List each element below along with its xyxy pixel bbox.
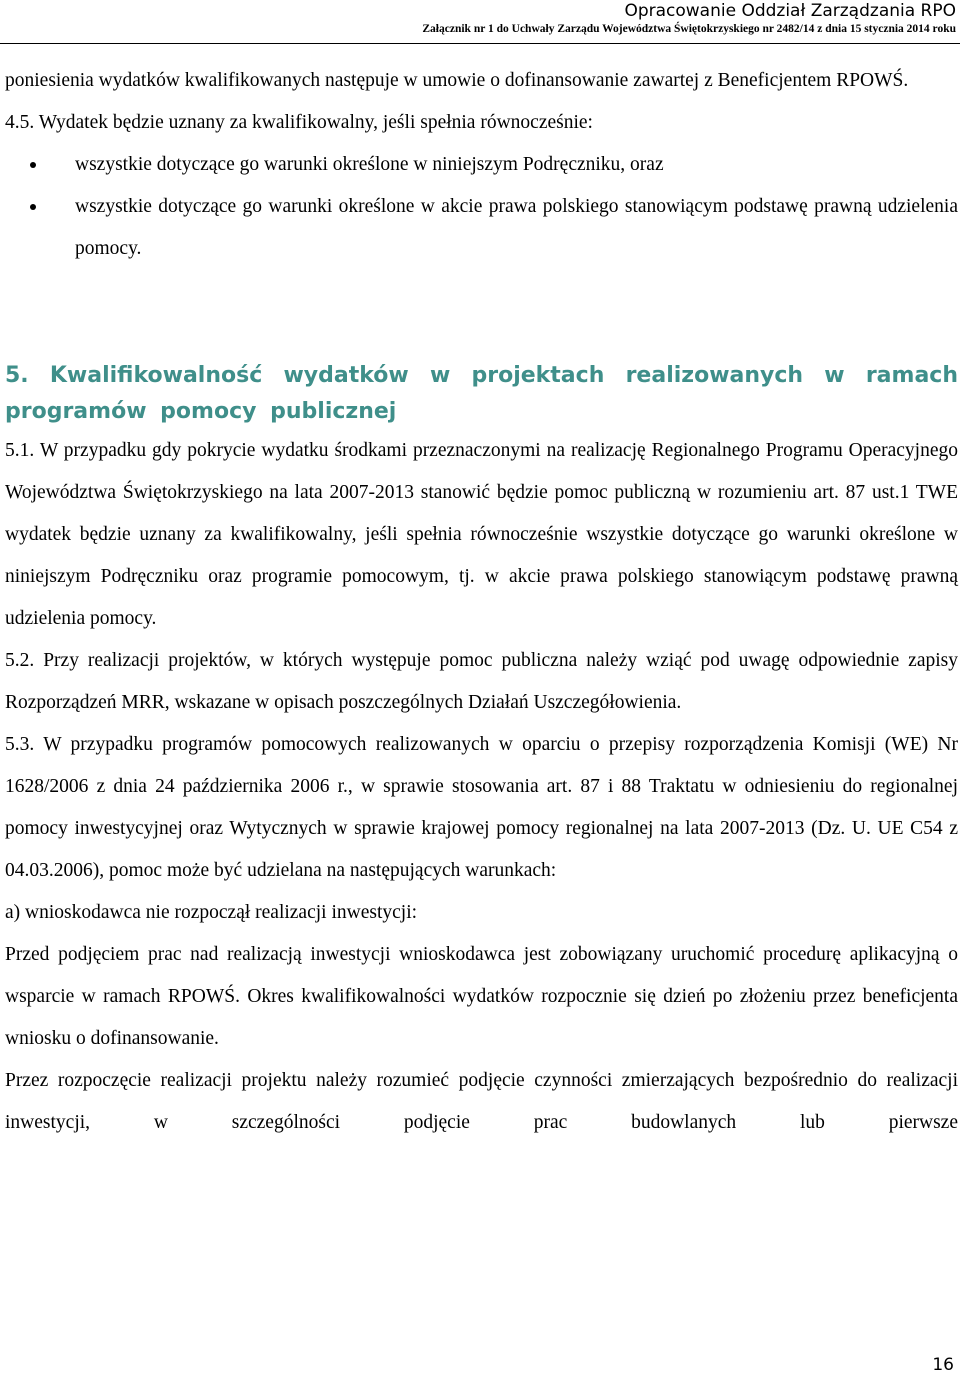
list-item-text: wszystkie dotyczące go warunki określone w niniejszym Podręczniku, oraz: [75, 154, 664, 175]
paragraph-before: Przed podjęciem prac nad realizacją inwestycji wnioskodawca jest zobowiązany uruchomić procedurę aplikacyjną o wsparcie w ramach RPOWŚ. Okres kwalifikowalności wydatków rozpocznie się dzień po złożeniu przez beneficjenta wniosku o dofinansowanie.: [5, 944, 958, 1049]
list-item-text: wszystkie dotyczące go warunki określone w akcie prawa polskiego stanowiącym podstawę prawną udzielenia pomocy.: [75, 196, 958, 259]
section-heading: 5. Kwalifikowalność wydatków w projektach realizowanych w ramach programów pomocy publicznej: [5, 363, 958, 424]
page-header: [422, 0, 956, 36]
list-item: [5, 186, 958, 270]
bullet-icon: [30, 204, 36, 210]
document-body: [5, 60, 958, 1144]
paragraph-5-2: 5.2. Przy realizacji projektów, w których występuje pomoc publiczna należy wziąć pod uwagę odpowiednie zapisy Rozporządzeń MRR, wskazane w opisach poszczególnych Działań Uszczegółowienia.: [5, 650, 958, 713]
header-title: Opracowanie Oddział Zarządzania RPO: [624, 1, 956, 21]
header-subtitle: Załącznik nr 1 do Uchwały Zarządu Województwa Świętokrzyskiego nr 2482/14 z dnia 15 stycznia 2014 roku: [422, 23, 956, 35]
bullet-icon: [30, 162, 36, 168]
paragraph-intro: poniesienia wydatków kwalifikowanych następuje w umowie o dofinansowanie zawartej z Beneficjentem RPOWŚ.: [5, 70, 909, 91]
paragraph-5-1: 5.1. W przypadku gdy pokrycie wydatku środkami przeznaczonymi na realizację Regionalnego Programu Operacyjnego Województwa Świętokrzyskiego na lata 2007-2013 stanowić będzie pomoc publiczną w rozumieniu art. 87 ust.1 TWE wydatek będzie uznany za kwalifikowalny, jeśli spełnia równocześnie wszystkie dotyczące go warunki określone w niniejszym Podręczniku oraz programie pomocowym, tj. w akcie prawa polskiego stanowiącym podstawę prawną udzielenia pomocy.: [5, 440, 958, 629]
header-divider: [0, 43, 960, 44]
paragraph-5-3: 5.3. W przypadku programów pomocowych realizowanych w oparciu o przepisy rozporządzenia Komisji (WE) Nr 1628/2006 z dnia 24 października 2006 r., w sprawie stosowania art. 87 i 88 Traktatu w odniesieniu do regionalnej pomocy inwestycyjnej oraz Wytycznych w sprawie krajowej pomocy regionalnej na lata 2007-2013 (Dz. U. UE C54 z 04.03.2006), pomoc może być udzielana na następujących warunkach:: [5, 734, 958, 881]
paragraph-start: Przez rozpoczęcie realizacji projektu należy rozumieć podjęcie czynności zmierzających bezpośrednio do realizacji inwestycji, w szczególności podjęcie prac budowlanych lub pierwsze: [5, 1070, 958, 1133]
paragraph-4-5: 4.5. Wydatek będzie uznany za kwalifikowalny, jeśli spełnia równocześnie:: [5, 112, 593, 133]
list-item: [5, 144, 958, 186]
spacer: [5, 270, 958, 358]
paragraph-a: a) wnioskodawca nie rozpoczął realizacji inwestycji:: [5, 902, 418, 923]
bullet-list: [5, 144, 958, 270]
page-number: 16: [932, 1355, 954, 1375]
